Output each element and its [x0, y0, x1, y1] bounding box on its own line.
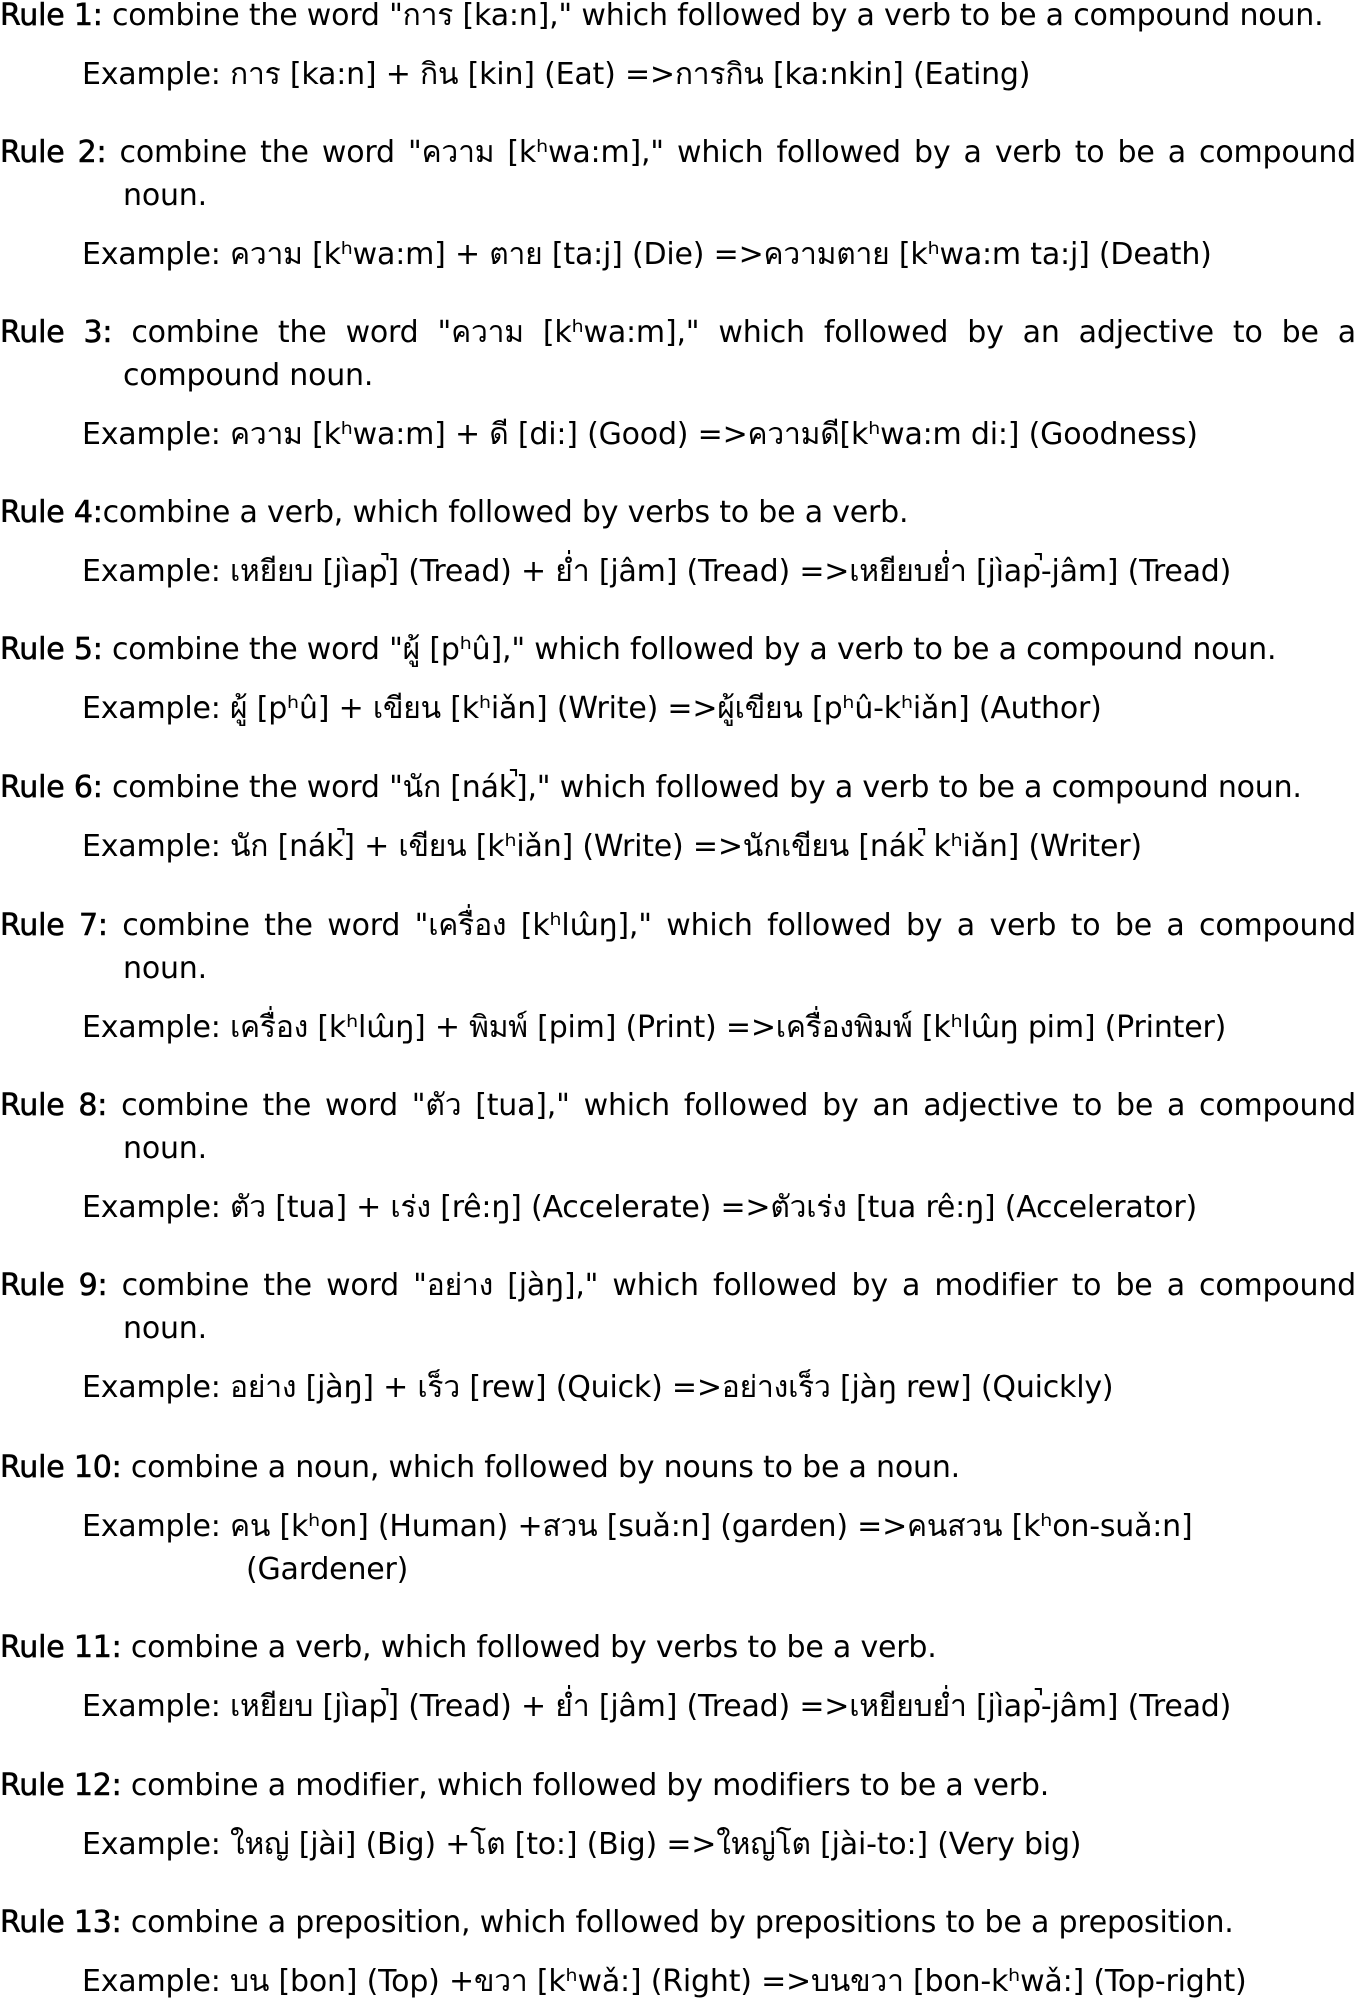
rule-11	[0, 1626, 1358, 1728]
rule-label: Rule 12:	[0, 1768, 122, 1803]
rule-6	[0, 766, 1358, 868]
rule-label: Rule 4:	[0, 495, 103, 530]
rule-example: Example: ความ [kʰwa:m] + ตาย [ta:j] (Die) =>ความตาย [kʰwa:m ta:j] (Death)	[82, 237, 1212, 272]
rule-example-text: Example: คน [kʰon] (Human) +สวน [suǎ:n] (garden) =>คนสวน [kʰon-suǎ:n]	[82, 1509, 1193, 1544]
rule-example: Example: ตัว [tua] + เร่ง [rê:ŋ] (Accelerate) =>ตัวเร่ง [tua rê:ŋ] (Accelerator)	[82, 1190, 1197, 1225]
rule-label: Rule 2:	[0, 135, 107, 170]
rule-statement	[0, 1901, 1358, 1944]
rule-label: Rule 13:	[0, 1905, 122, 1940]
rule-text: combine a verb, which followed by verbs to be a verb.	[102, 495, 909, 530]
rule-text: combine the word "นัก [nák̚]," which followed by a verb to be a compound noun.	[102, 770, 1302, 805]
rule-statement	[0, 766, 1358, 809]
rule-statement	[0, 1764, 1358, 1807]
rule-text: combine the word "ความ [kʰwa:m]," which followed by an adjective to be a compound noun.	[112, 315, 1356, 393]
rule-text: combine the word "ตัว [tua]," which followed by an adjective to be a compound noun.	[107, 1088, 1356, 1166]
rule-text: combine the word "เครื่อง [kʰlɯ̂ŋ]," which followed by a verb to be a compound noun.	[107, 908, 1356, 986]
rule-text: combine the word "ผู้ [pʰû]," which followed by a verb to be a compound noun.	[102, 632, 1277, 667]
rule-label: Rule 1:	[0, 0, 103, 33]
rule-label: Rule 9:	[0, 1268, 108, 1303]
rule-13	[0, 1901, 1358, 2003]
rule-3	[0, 311, 1358, 456]
rule-text: combine a modifier, which followed by modifiers to be a verb.	[121, 1768, 1050, 1803]
rule-statement	[0, 311, 1356, 397]
rule-1	[0, 0, 1358, 96]
rule-text: combine a verb, which followed by verbs to be a verb.	[121, 1630, 937, 1665]
rule-statement	[0, 1446, 1358, 1489]
rule-example: Example: ใหญ่ [jài] (Big) +โต [to:] (Big) =>ใหญ่โต [jài-to:] (Very big)	[82, 1827, 1082, 1862]
rule-5	[0, 628, 1358, 730]
rule-statement	[0, 0, 1358, 37]
rule-statement	[0, 904, 1356, 990]
rule-example: Example: เครื่อง [kʰlɯ̂ŋ] + พิมพ์ [pim] (Print) =>เครื่องพิมพ์ [kʰlɯ̂ŋ pim] (Printer)	[82, 1010, 1227, 1045]
rule-example	[82, 1505, 1358, 1591]
rule-example: Example: บน [bon] (Top) +ขวา [kʰwǎ:] (Right) =>บนขวา [bon-kʰwǎ:] (Top-right)	[82, 1964, 1247, 1999]
rule-example: Example: ผู้ [pʰû] + เขียน [kʰiǎn] (Write) =>ผู้เขียน [pʰû-kʰiǎn] (Author)	[82, 691, 1102, 726]
rule-example: Example: อย่าง [jàŋ] + เร็ว [rew] (Quick) =>อย่างเร็ว [jàŋ rew] (Quickly)	[82, 1370, 1114, 1405]
rule-7	[0, 904, 1358, 1049]
rule-label: Rule 11:	[0, 1630, 122, 1665]
rule-9	[0, 1264, 1358, 1409]
rule-label: Rule 6:	[0, 770, 103, 805]
rule-example: Example: นัก [nák̚] + เขียน [kʰiǎn] (Write) =>นักเขียน [nák̚ kʰiǎn] (Writer)	[82, 829, 1142, 864]
rule-8	[0, 1084, 1358, 1229]
rule-label: Rule 8:	[0, 1088, 108, 1123]
rule-statement	[0, 491, 1358, 534]
rule-example: Example: การ [ka:n] + กิน [kin] (Eat) =>การกิน [ka:nkin] (Eating)	[82, 57, 1031, 92]
rule-statement	[0, 1084, 1356, 1170]
rule-statement	[0, 131, 1356, 217]
rule-text: combine a preposition, which followed by prepositions to be a preposition.	[121, 1905, 1234, 1940]
rule-label: Rule 3:	[0, 315, 113, 350]
rule-text: combine the word "อย่าง [jàŋ]," which followed by a modifier to be a compound noun.	[107, 1268, 1356, 1346]
rule-label: Rule 10:	[0, 1450, 122, 1485]
rule-12	[0, 1764, 1358, 1866]
rule-text: combine the word "ความ [kʰwa:m]," which followed by a verb to be a compound noun.	[106, 135, 1356, 213]
rule-statement	[0, 1626, 1358, 1669]
rule-example: Example: เหยียบ [jìap̚] (Tread) + ย่ำ [jâm] (Tread) =>เหยียบย่ำ [jìap̚-jâm] (Tread)	[82, 554, 1232, 589]
rule-example: Example: เหยียบ [jìap̚] (Tread) + ย่ำ [jâm] (Tread) =>เหยียบย่ำ [jìap̚-jâm] (Tread)	[82, 1689, 1232, 1724]
rule-10	[0, 1446, 1358, 1591]
rule-4	[0, 491, 1358, 593]
rule-statement	[0, 1264, 1356, 1350]
rule-label: Rule 7:	[0, 908, 108, 943]
rule-label: Rule 5:	[0, 632, 103, 667]
rule-2	[0, 131, 1358, 276]
rule-example: Example: ความ [kʰwa:m] + ดี [di:] (Good) =>ความดี[kʰwa:m di:] (Goodness)	[82, 417, 1198, 452]
rule-example-continuation: (Gardener)	[246, 1552, 409, 1587]
rule-text: combine the word "การ [ka:n]," which followed by a verb to be a compound noun.	[102, 0, 1324, 33]
rule-text: combine a noun, which followed by nouns to be a noun.	[121, 1450, 960, 1485]
rule-statement	[0, 628, 1358, 671]
